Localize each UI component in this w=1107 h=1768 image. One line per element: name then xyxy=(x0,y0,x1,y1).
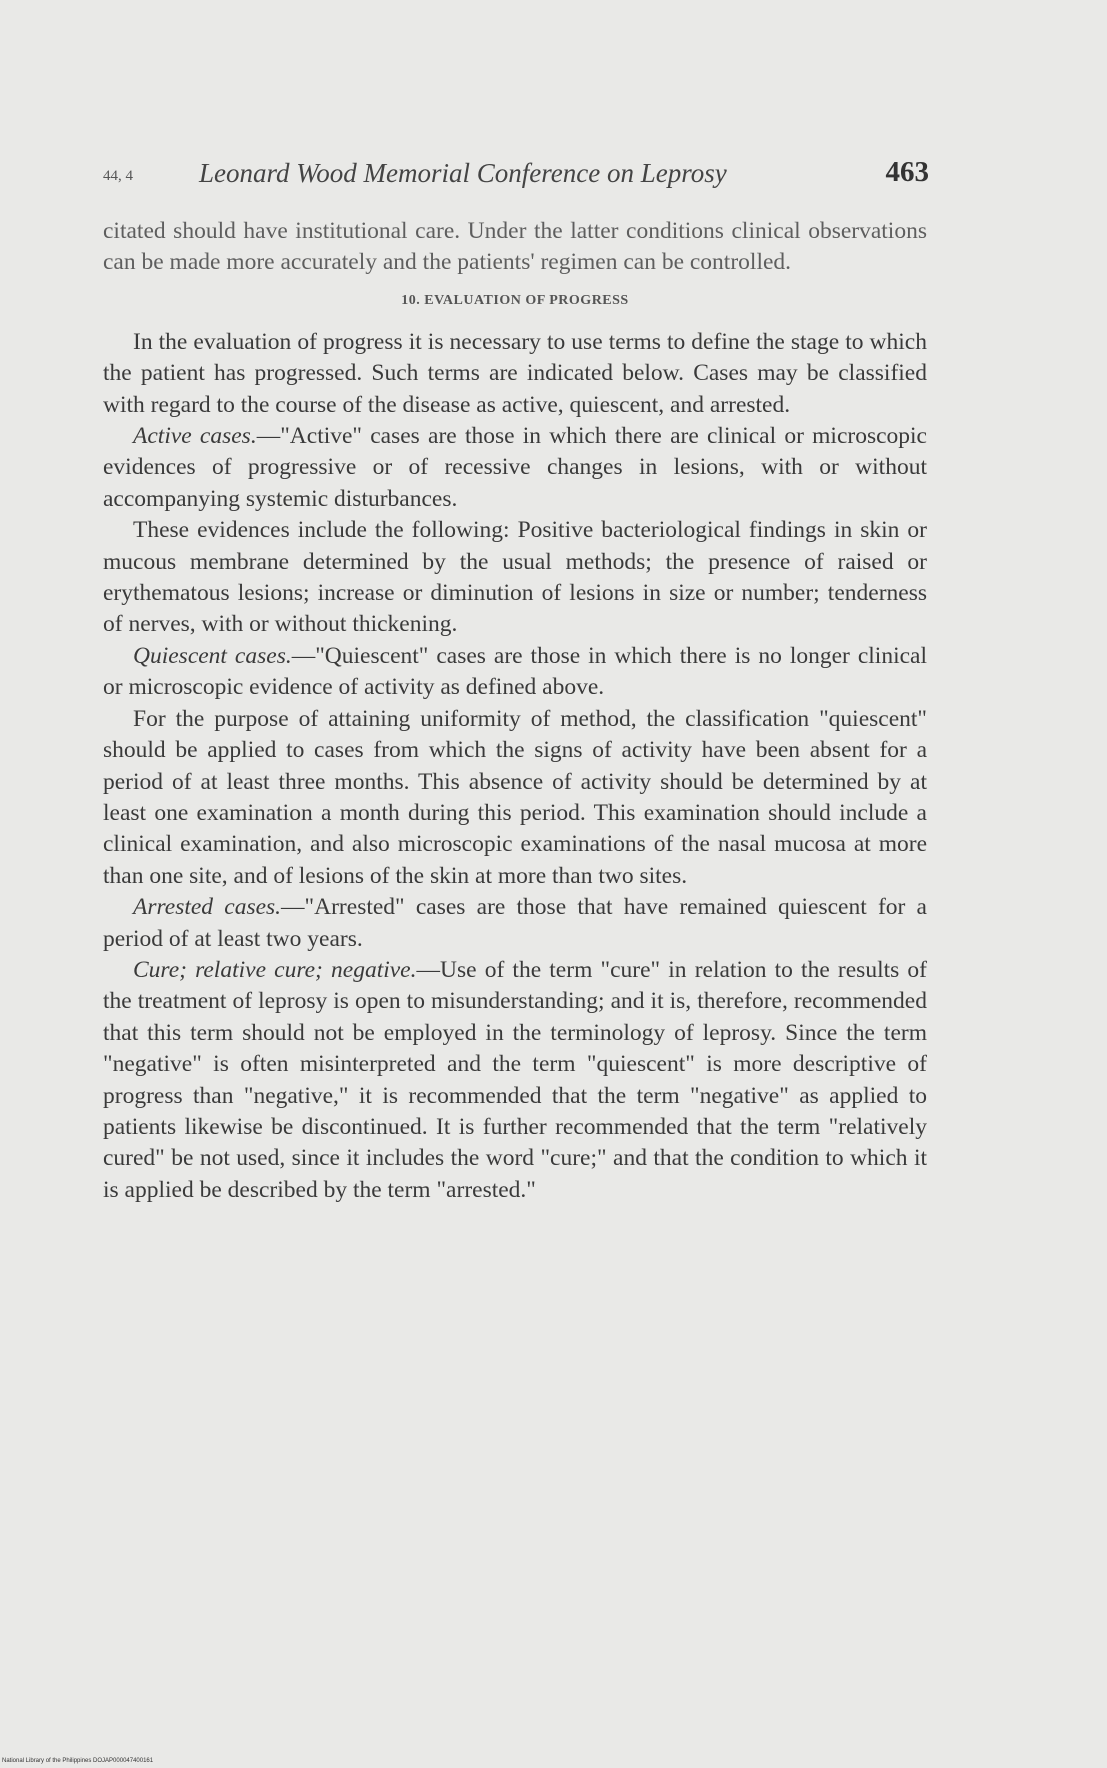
running-head xyxy=(103,158,929,198)
cure-text: —Use of the term "cure" in relation to the results of the treatment of leprosy is open to misunderstanding; and it is, therefore, recommended that this term should not be employed in the terminology of leprosy. Since the term "negative" is often misinterpreted and the term "quiescent" is more descriptive of progress than "negative," it is recommended that the term "negative" as applied to patients likewise be discontinued. It is further recommended that the term "relatively cured" be not used, since it includes the word "cure;" and that the condition to which it is applied be described by the term "arrested." xyxy=(103,956,927,1203)
volume-number: 44, 4 xyxy=(103,168,133,184)
paragraph-intro: In the evaluation of progress it is necessary to use terms to define the stage to which the patient has progressed. Such terms are indicated below. Cases may be classified with regard to the course of the disease as active, quiescent, and arrested. xyxy=(103,328,927,418)
paragraph-continued: citated should have institutional care. Under the latter conditions clinical observations can be made more accurately and the patients' regimen can be controlled. xyxy=(103,218,927,276)
section-heading: 10. EVALUATION OF PROGRESS xyxy=(401,292,629,308)
quiescent-cases-text: —"Quiescent" cases are those in which there is no longer clinical or microscopic evidence of activity as defined above. xyxy=(103,642,927,701)
run-in-heading-quiescent: Quiescent cases. xyxy=(133,642,292,669)
paragraph-arrested-cases xyxy=(103,892,927,955)
paragraph-evidences: These evidences include the following: Positive bacteriological findings in skin or mucous membrane determined by the usual methods; the presence of raised or erythematous lesions; increase or diminution of lesions in size or number; tenderness of nerves, with or without thickening. xyxy=(103,517,927,638)
body-text xyxy=(103,216,927,1206)
run-in-heading-cure: Cure; relative cure; negative. xyxy=(133,956,417,983)
paragraph-active-cases xyxy=(103,421,927,515)
page-number: 463 xyxy=(885,156,929,188)
run-in-heading-arrested: Arrested cases. xyxy=(133,894,282,921)
scan-credit: National Library of the Philippines DOJAP000047400161 xyxy=(2,1758,154,1764)
paragraph-uniformity: For the purpose of attaining uniformity of method, the classification "quiescent" should be applied to cases from which the signs of activity have been absent for a period of at least three months. This absence of activity should be determined by at least one examination a month during this period. This examination should include a clinical examination, and also microscopic examinations of the nasal mucosa at more than one site, and of lesions of the skin at more than two sites. xyxy=(103,705,927,889)
journal-title: Leonard Wood Memorial Conference on Leprosy xyxy=(199,158,727,188)
active-cases-text: —"Active" cases are those in which there are clinical or microscopic evidences of progressive or of recessive changes in lesions, with or without accompanying systemic disturbances. xyxy=(103,423,927,512)
paragraph-cure xyxy=(103,955,927,1206)
paragraph-quiescent-cases xyxy=(103,641,927,704)
run-in-heading-active: Active cases. xyxy=(133,423,257,450)
arrested-cases-text: —"Arrested" cases are those that have remained quiescent for a period of at least two years. xyxy=(103,894,927,952)
